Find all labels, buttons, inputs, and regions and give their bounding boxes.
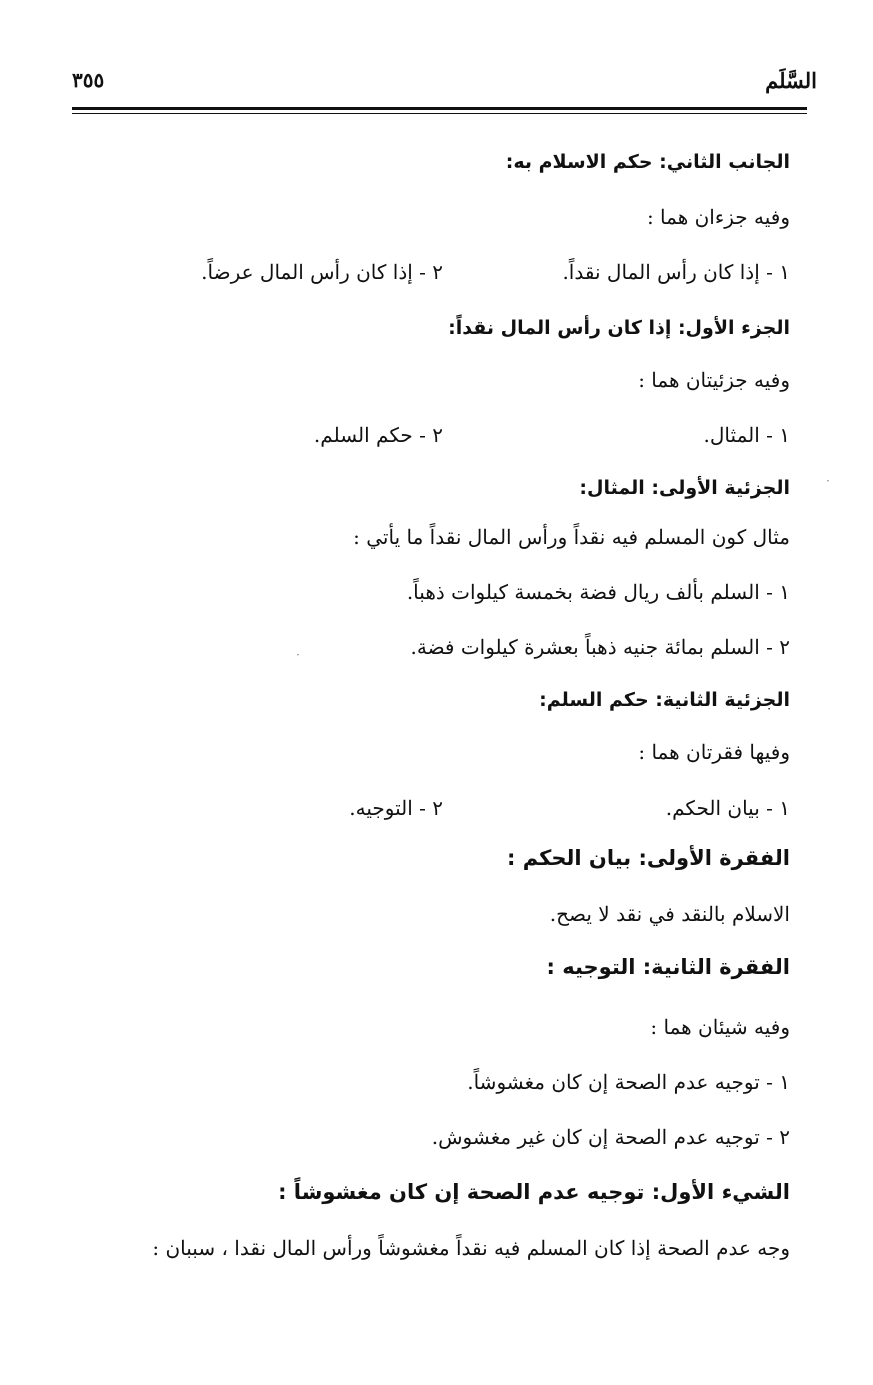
section-heading: الجزئية الثانية: حكم السلم:	[539, 689, 790, 711]
list-item: ١ - توجيه عدم الصحة إن كان مغشوشاً.	[467, 1070, 790, 1094]
list-item: ٢ - إذا كان رأس المال عرضاً.	[201, 260, 443, 284]
body-line: وفيها فقرتان هما :	[638, 740, 790, 764]
list-item: ١ - السلم بألف ريال فضة بخمسة كيلوات ذهباً.	[406, 580, 790, 604]
body-line: وفيه جزءان هما :	[646, 205, 790, 229]
section-heading: الجزئية الأولى: المثال:	[579, 477, 790, 499]
list-item: ٢ - حكم السلم.	[313, 423, 443, 447]
body-line: وفيه شيئان هما :	[650, 1015, 790, 1039]
subsection-heading: الفقرة الأولى: بيان الحكم :	[507, 846, 790, 870]
section-heading: الجانب الثاني: حكم الاسلام به:	[505, 151, 790, 173]
section-heading: الجزء الأول: إذا كان رأس المال نقداً:	[448, 317, 790, 339]
subsection-heading: الشيء الأول: توجيه عدم الصحة إن كان مغشوشاً :	[278, 1180, 790, 1204]
body-line: الاسلام بالنقد في نقد لا يصح.	[549, 902, 790, 926]
page-number: ٣٥٥	[72, 68, 105, 92]
list-item: ٢ - السلم بمائة جنيه ذهباً بعشرة كيلوات فضة.	[410, 635, 790, 659]
header-rule-thin	[72, 113, 807, 114]
header-rule-thick	[72, 107, 807, 110]
list-item: ٢ - التوجيه.	[349, 796, 443, 820]
scan-speck: ·	[826, 474, 830, 488]
list-item: ١ - المثال.	[703, 423, 790, 447]
list-item: ٢ - توجيه عدم الصحة إن كان غير مغشوش.	[431, 1125, 790, 1149]
body-line: وفيه جزئيتان هما :	[638, 368, 790, 392]
list-item: ١ - إذا كان رأس المال نقداً.	[562, 260, 790, 284]
body-line: وجه عدم الصحة إذا كان المسلم فيه نقداً مغشوشاً ورأس المال نقدا ، سببان :	[152, 1236, 790, 1260]
subsection-heading: الفقرة الثانية: التوجيه :	[546, 955, 790, 979]
list-item: ١ - بيان الحكم.	[665, 796, 790, 820]
scan-speck: ·	[296, 648, 300, 662]
running-header-title: السَّلَم	[765, 68, 817, 93]
body-line: مثال كون المسلم فيه نقداً ورأس المال نقداً ما يأتي :	[353, 525, 790, 549]
